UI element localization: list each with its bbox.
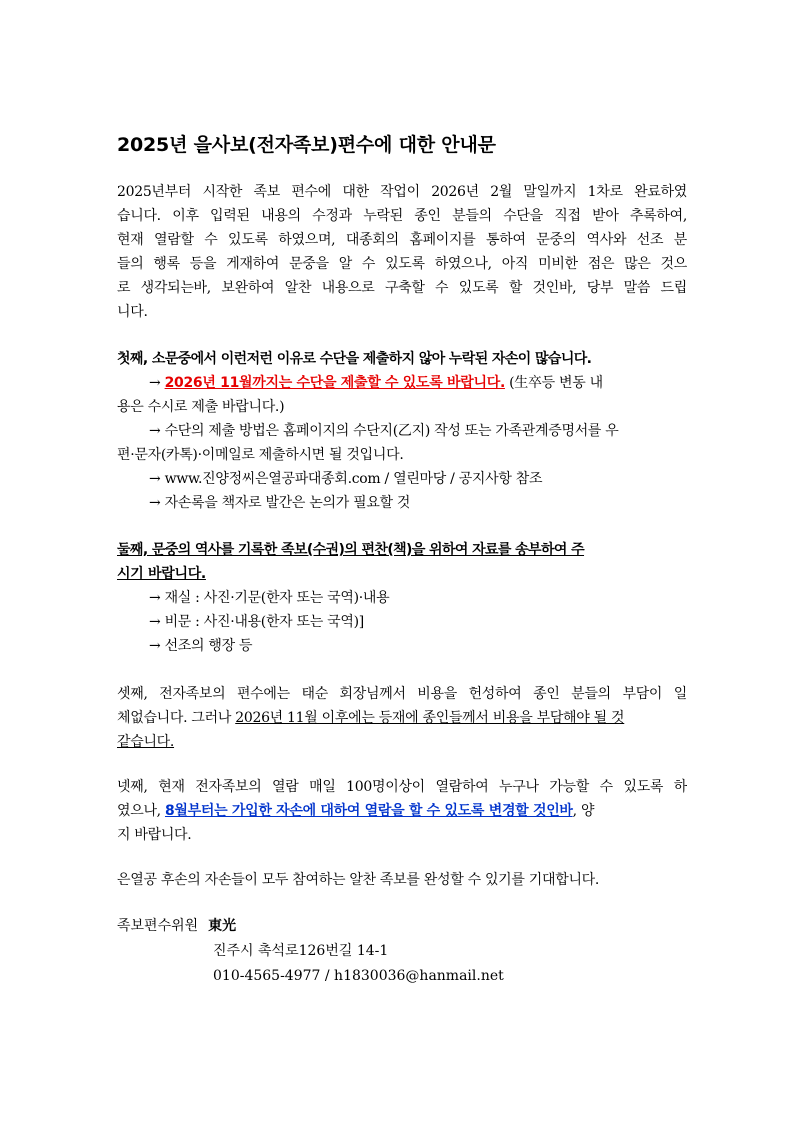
deadline-notice: 2026년 11월까지는 수단을 제출할 수 있도록 바랍니다.: [164, 375, 505, 391]
section-second-item-3: → 선조의 행장 등: [149, 638, 253, 654]
intro-paragraph: [117, 180, 687, 324]
section-fourth: [117, 775, 687, 847]
intro-line: 들의 행록 등을 게재하여 문중을 알 수 있도록 하였으나, 아직 미비한 점은 많은 것으: [117, 256, 687, 272]
section-first-item-1: [117, 371, 687, 395]
section-first-item-1-cont: 용은 수시로 제출 바랍니다.): [117, 399, 285, 415]
item-1-rest: (生卒등 변동 내: [504, 375, 603, 391]
closing-paragraph: [117, 868, 687, 892]
section-second-heading: 둘째, 문중의 역사를 기록한 족보(수권)의 편찬(책)을 위하여 자료를 송부하여 주: [117, 542, 585, 558]
section-first-item-3: → www.진양정씨은열공파대종회.com / 열린마당 / 공지사항 참조: [149, 471, 543, 487]
section-fourth-line: [117, 799, 687, 823]
signature-block: [117, 914, 236, 938]
access-change-notice: 8월부터는 가입한 자손에 대하여 열람을 할 수 있도록 변경할 것인바: [164, 803, 573, 819]
section-third-line: 셋째, 전자족보의 편수에는 태순 회장님께서 비용을 헌성하여 종인 분들의 부담이 일: [117, 686, 687, 702]
section-first-item-4: → 자손록을 책자로 발간은 논의가 필요할 것: [149, 495, 411, 511]
closing-line: 은열공 후손의 자손들이 모두 참여하는 알찬 족보를 완성할 수 있기를 기대합니다.: [117, 872, 600, 888]
cost-notice-tail: 같습니다.: [117, 734, 175, 750]
section-third-text: 체없습니다. 그러나: [117, 710, 236, 726]
section-first-item-2: → 수단의 제출 방법은 홈페이지의 수단지(乙지) 작성 또는 가족관계증명서를 우: [149, 423, 619, 439]
signature-contact: 010-4565-4977 / h1830036@hanmail.net: [213, 968, 504, 984]
section-second-heading-tail: 시기 바랍니다.: [117, 566, 206, 582]
cost-notice: 2026년 11월 이후에는 등재에 종인들께서 비용을 부담해야 될 것: [235, 710, 625, 726]
section-first-heading: 첫째, 소문중에서 이런저런 이유로 수단을 제출하지 않아 누락된 자손이 많습니다.: [117, 351, 592, 367]
arrow-icon: →: [149, 375, 161, 391]
signature-role: 족보편수위원: [117, 918, 199, 934]
section-third-line: [117, 706, 687, 730]
intro-line: 습니다. 이후 입력된 내용의 수정과 누락된 종인 분들의 수단을 직접 받아 추록하여,: [117, 208, 687, 224]
document-title: 2025년 을사보(전자족보)편수에 대한 안내문: [117, 134, 496, 156]
section-second: [117, 538, 687, 658]
section-fourth-text-rest: , 양: [572, 803, 595, 819]
intro-line: 현재 열람할 수 있도록 하였으며, 대종회의 홈페이지를 통하여 문중의 역사와 선조 분: [117, 232, 687, 248]
section-third-line: [117, 730, 687, 754]
section-fourth-text: 였으나,: [117, 803, 165, 819]
intro-line: 2025년부터 시작한 족보 편수에 대한 작업이 2026년 2월 말일까지 1차로 완료하였: [117, 184, 687, 200]
signature-address: 진주시 촉석로126번길 14-1: [213, 943, 389, 959]
signature-name: 東光: [208, 918, 237, 934]
section-first: [117, 347, 687, 515]
intro-line: 니다.: [117, 304, 148, 320]
section-first-item-2-cont: 편·문자(카톡)·이메일로 제출하시면 될 것입니다.: [117, 447, 404, 463]
intro-line: 로 생각되는바, 보완하여 알찬 내용으로 구축할 수 있도록 할 것인바, 당부 말씀 드립: [117, 280, 687, 296]
section-fourth-line: 지 바랍니다.: [117, 827, 192, 843]
section-fourth-line: 넷째, 현재 전자족보의 열람 매일 100명이상이 열람하여 누구나 가능할 수 있도록 하: [117, 779, 687, 795]
section-second-item-2: → 비문 : 사진·내용(한자 또는 국역)]: [149, 614, 364, 630]
section-second-heading-cont: [117, 562, 687, 586]
section-second-item-1: → 재실 : 사진·기문(한자 또는 국역)·내용: [149, 590, 390, 606]
section-third: [117, 682, 687, 754]
